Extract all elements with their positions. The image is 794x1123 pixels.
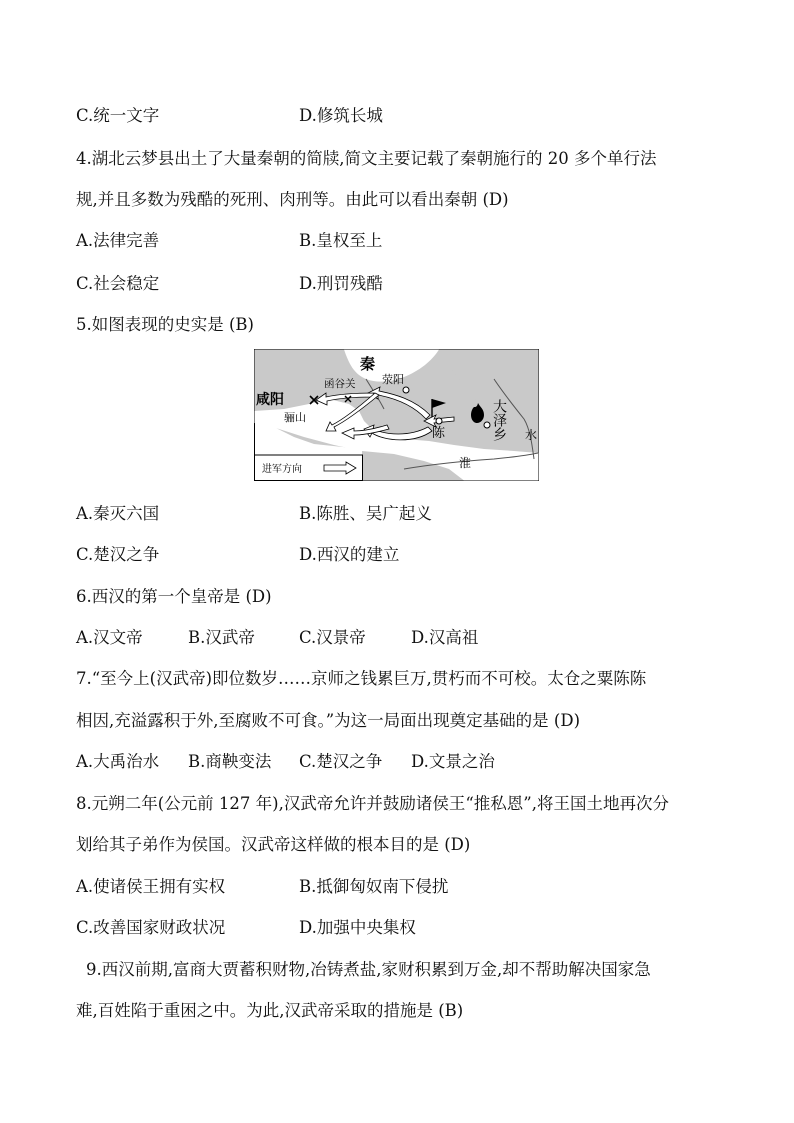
- q6-option-a: A.汉文帝: [76, 628, 143, 647]
- q8-option-a: A.使诸侯王拥有实权: [76, 877, 226, 896]
- q3-option-c: C.统一文字: [76, 106, 160, 125]
- q6-stem: 6.西汉的第一个皇帝是 (D): [76, 587, 272, 606]
- q4-stem-line1: 4.湖北云梦县出土了大量秦朝的简牍,简文主要记载了秦朝施行的 20 多个单行法: [76, 149, 657, 168]
- q7-option-a: A.大禹治水: [76, 752, 160, 771]
- label-dazexiang-text: 大泽乡: [491, 399, 507, 441]
- q5-option-a: A.秦灭六国: [76, 504, 160, 523]
- label-xianyang: 咸阳: [256, 392, 284, 408]
- q6-option-c: C.汉景帝: [299, 628, 366, 647]
- q9-stem-line1: 9.西汉前期,富商大贾蓄积财物,冶铸煮盐,家财积累到万金,却不帮助解决国家急: [86, 960, 651, 979]
- q4-option-d: D.刑罚残酷: [299, 274, 383, 293]
- q8-option-b: B.抵御匈奴南下侵扰: [299, 877, 449, 896]
- q5-option-b: B.陈胜、吴广起义: [299, 504, 432, 523]
- label-chen: 陈: [432, 426, 446, 441]
- q4-option-c: C.社会稳定: [76, 274, 160, 293]
- q5-option-d: D.西汉的建立: [299, 545, 400, 564]
- q7-option-c: C.楚汉之争: [299, 752, 383, 771]
- marker-xingyang: [403, 387, 409, 393]
- q7-option-b: B.商鞅变法: [188, 752, 272, 771]
- q8-stem-line1: 8.元朔二年(公元前 127 年),汉武帝允许并鼓励诸侯王“推私恩”,将王国土地再次分: [76, 794, 669, 813]
- q5-map: [254, 349, 539, 481]
- q4-stem-line2: 规,并且多数为残酷的死刑、肉刑等。由此可以看出秦朝 (D): [76, 190, 509, 209]
- label-shui: 水: [525, 428, 538, 442]
- q4-option-a: A.法律完善: [76, 231, 160, 250]
- q7-stem-line2: 相因,充溢露积于外,至腐败不可食。”为这一局面出现奠定基础的是 (D): [76, 711, 581, 730]
- q6-option-b: B.汉武帝: [188, 628, 255, 647]
- q9-stem-line2: 难,百姓陷于重困之中。为此,汉武帝采取的措施是 (B): [76, 1001, 464, 1020]
- q8-stem-line2: 划给其子弟作为侯国。汉武帝这样做的根本目的是 (D): [76, 835, 471, 854]
- q8-option-c: C.改善国家财政状况: [76, 918, 226, 937]
- q7-option-d: D.文景之治: [411, 752, 495, 771]
- legend-label: 进军方向: [262, 464, 302, 475]
- q3-option-d: D.修筑长城: [299, 106, 383, 125]
- label-xingyang: 荥阳: [382, 373, 404, 386]
- q6-option-d: D.汉高祖: [411, 628, 479, 647]
- q7-stem-line1: 7.“至今上(汉武帝)即位数岁……京师之钱累巨万,贯朽而不可校。太仓之粟陈陈: [76, 669, 647, 688]
- marker-chen: [436, 418, 442, 424]
- q8-option-d: D.加强中央集权: [299, 918, 416, 937]
- label-huai: 淮: [459, 456, 472, 470]
- label-lishan: 骊山: [284, 411, 306, 424]
- label-qin: 秦: [360, 355, 376, 373]
- q4-option-b: B.皇权至上: [299, 231, 383, 250]
- label-dazexiang: [491, 398, 507, 441]
- q5-option-c: C.楚汉之争: [76, 545, 160, 564]
- q5-stem: 5.如图表现的史实是 (B): [76, 315, 254, 334]
- marker-dazexiang: [484, 422, 490, 428]
- label-hanguguan: 函谷关: [324, 378, 356, 390]
